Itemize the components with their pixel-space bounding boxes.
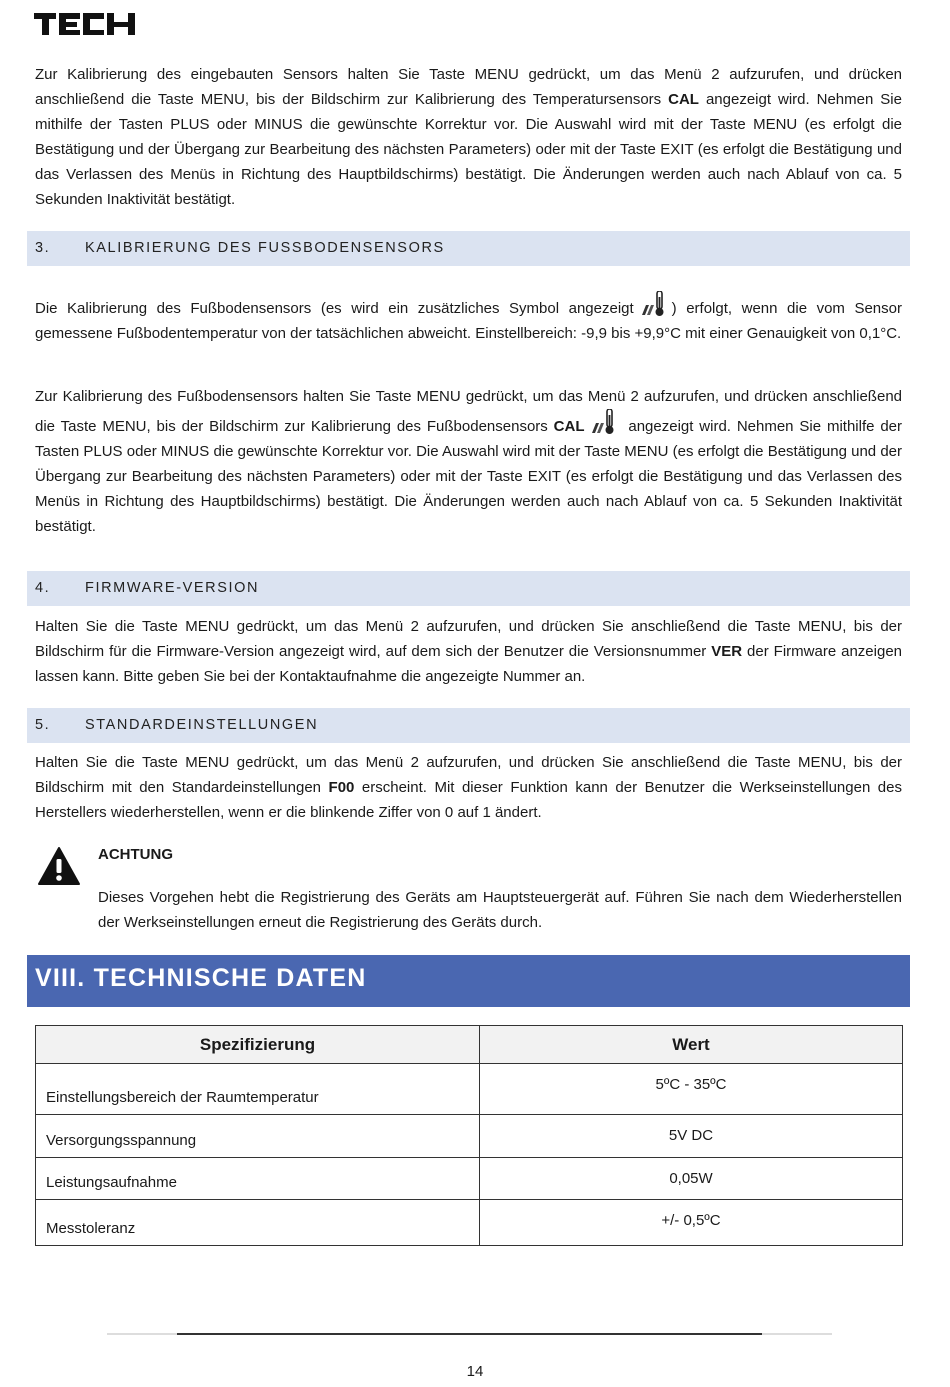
floor-sensor-icon [640, 291, 666, 319]
page-number: 14 [466, 1363, 484, 1380]
floor-sensor-text: Die Kalibrierung des Fußbodensensors (es wird ein zusätzliches Symbol angezeigt [35, 300, 634, 317]
spec-name: Messtoleranz [36, 1200, 480, 1246]
spec-name: Einstellungsbereich der Raumtemperatur [36, 1064, 480, 1115]
defaults-text: Halten Sie die Taste MENU gedrückt, um das Menü 2 aufzurufen, und drücken Sie anschließend die Taste MENU, bis der Bildschirm mit den Standardeinstellungen [35, 754, 902, 796]
warning-triangle-icon [37, 846, 81, 886]
warning-text: Dieses Vorgehen hebt die Registrierung des Geräts am Hauptsteuergerät auf. Führen Sie nach dem Wiederherstellen der Werkseinstellungen erneut die Registrierung des Geräts durch. [98, 889, 902, 931]
floor-sensor-paragraph-2 [35, 384, 902, 539]
section-number: 5. [35, 717, 51, 733]
floor-cal-text-cont: angezeigt wird. Nehmen Sie mithilfe der Tasten PLUS oder MINUS die gewünschte Korrektur vor. Die Auswahl wird mit der Taste MENU (es erfolgt die Bestätigung und der Übergang zur Bearbeitung des nächsten Parameters) oder mit der Taste EXIT (es erfolgt die Bestätigung und das Verlassen des Menüs in Richtung des Hauptbildschirms) bestätigt. Die Änderungen werden auch nach Ablauf von ca. 5 Sekunden Inaktivität bestätigt. [35, 418, 903, 535]
calibration-intro-paragraph [35, 62, 902, 212]
technical-data-table [35, 1025, 903, 1246]
chapter-title: VIII. TECHNISCHE DATEN [35, 964, 367, 992]
section-title: STANDARDEINSTELLUNGEN [85, 717, 319, 733]
floor-sensor-icon [590, 409, 616, 437]
default-settings-paragraph [35, 750, 902, 825]
spec-name: Versorgungsspannung [36, 1115, 480, 1158]
column-header: Wert [480, 1026, 903, 1064]
f00-code: F00 [328, 779, 355, 796]
section-5-header [27, 708, 910, 743]
spec-name: Leistungsaufnahme [36, 1158, 480, 1200]
firmware-text: Halten Sie die Taste MENU gedrückt, um das Menü 2 aufzurufen, und drücken Sie anschließend die Taste MENU, bis der Bildschirm für die Firmware-Version angezeigt wird, auf dem sich der Benutzer die Versionsnummer [35, 618, 902, 660]
cal-code: CAL [668, 91, 699, 108]
section-4-header [27, 571, 910, 606]
column-header: Spezifizierung [36, 1026, 480, 1064]
section-number: 3. [35, 240, 51, 256]
firmware-paragraph [35, 614, 902, 689]
table-row [36, 1064, 903, 1115]
intro-text: Zur Kalibrierung des eingebauten Sensors halten Sie Taste MENU gedrückt, um das Menü 2 aufzurufen, und drücken anschließend die Taste MENU, bis der Bildschirm zur Kalibrierung des Temperatursensors [35, 66, 902, 108]
table-row [36, 1115, 903, 1158]
intro-text-cont: angezeigt wird. Nehmen Sie mithilfe der Tasten PLUS oder MINUS die gewünschte Korrektur vor. Die Auswahl wird mit der Taste MENU (es erfolgt die Bestätigung und der Übergang zur Bearbeitung des nächsten Parameters) oder mit der Taste EXIT (es erfolgt die Bestätigung und das Verlassen des Menüs in Richtung des Hauptbildschirms) bestätigt. Die Änderungen werden auch nach Ablauf von ca. 5 Sekunden Inaktivität bestätigt. [35, 91, 902, 208]
tech-logo [34, 11, 136, 37]
section-3-header [27, 231, 910, 266]
warning-title: ACHTUNG [98, 846, 173, 863]
defaults-text-cont: erscheint. Mit dieser Funktion kann der Benutzer die Werkseinstellungen des Herstellers wiederherstellen, wenn er die blinkende Ziffer von 0 auf 1 ändert. [35, 779, 902, 821]
footer-divider [107, 1333, 832, 1335]
floor-sensor-text-cont: ) erfolgt, wenn die vom Sensor gemessene Fußbodentemperatur von der tatsächlichen abweicht. Einstellbereich: -9,9 bis +9,9°C mit einer Genauigkeit von 0,1°C. [35, 300, 902, 342]
table-row [36, 1200, 903, 1246]
ver-code: VER [711, 643, 743, 660]
firmware-text-cont: der Firmware anzeigen lassen kann. Bitte geben Sie bei der Kontaktaufnahme die angezeigte Nummer an. [35, 643, 902, 685]
floor-sensor-paragraph-1 [35, 291, 902, 346]
spec-value: 5V DC [480, 1115, 903, 1158]
section-title: FIRMWARE-VERSION [85, 580, 260, 596]
table-row [36, 1158, 903, 1200]
section-title: KALIBRIERUNG DES FUSSBODENSENSORS [85, 240, 445, 256]
spec-value: +/- 0,5ºC [480, 1200, 903, 1246]
spec-value: 0,05W [480, 1158, 903, 1200]
spec-value: 5ºC - 35ºC [480, 1064, 903, 1115]
chapter-header [27, 955, 910, 1007]
floor-cal-text: Zur Kalibrierung des Fußbodensensors halten Sie Taste MENU gedrückt, um das Menü 2 aufzurufen, und drücken anschließend die Taste MENU, bis der Bildschirm zur Kalibrierung des Fußbodensensors [35, 388, 902, 435]
table-header-row [36, 1026, 903, 1064]
floor-cal-code: CAL [553, 418, 585, 435]
section-number: 4. [35, 580, 51, 596]
